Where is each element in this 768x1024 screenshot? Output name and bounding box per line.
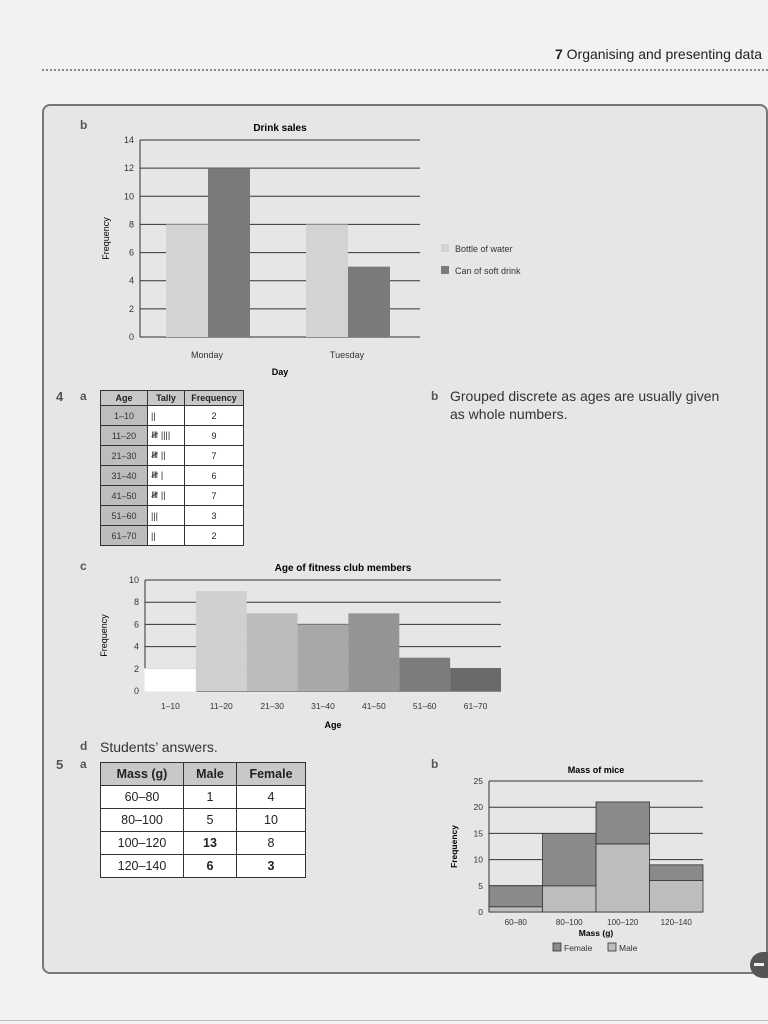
frequency-cell: 7 (185, 446, 244, 466)
table-header-row (101, 391, 244, 406)
table-header-row (101, 763, 306, 786)
answer-4b: Grouped discrete as ages are usually given as whole numbers. (450, 388, 720, 422)
bar-segment (650, 881, 704, 912)
table-row (101, 855, 306, 878)
age-tally-table (100, 390, 244, 546)
tally-cell: 𝍸 |||| (148, 426, 185, 446)
bar (306, 224, 348, 337)
y-tick-label: 8 (133, 597, 139, 608)
bar (450, 669, 501, 691)
y-tick-label: 25 (473, 776, 483, 786)
bar (298, 624, 349, 691)
chapter-header (555, 46, 762, 62)
mass-cell: 120–140 (101, 855, 184, 878)
y-tick-label: 8 (128, 219, 134, 230)
frequency-cell: 2 (185, 526, 244, 546)
x-tick-label: 31–40 (311, 701, 335, 711)
male-cell: 1 (184, 786, 237, 809)
x-tick-label: Monday (190, 350, 224, 360)
header-tally: Tally (148, 391, 185, 406)
y-axis-label: Frequency (101, 217, 111, 260)
mass-cell: 100–120 (101, 832, 184, 855)
table-row (101, 466, 244, 486)
bar (196, 591, 247, 691)
x-tick-label: 120–140 (660, 918, 692, 927)
legend-swatch (441, 244, 449, 252)
y-tick-label: 2 (133, 663, 139, 674)
age-cell: 51–60 (101, 506, 148, 526)
y-tick-label: 0 (133, 686, 139, 696)
age-cell: 11–20 (101, 426, 148, 446)
y-tick-label: 10 (123, 191, 134, 202)
tally-cell: 𝍸 || (148, 486, 185, 506)
y-tick-label: 10 (473, 854, 483, 865)
chapter-number: 7 (554, 46, 563, 62)
header-mass: Mass (g) (101, 763, 184, 786)
legend-label: Bottle of water (455, 244, 513, 254)
mass-of-mice-chart (445, 760, 715, 965)
x-axis-label: Age (324, 720, 342, 730)
x-tick-label: Tuesday (329, 350, 365, 360)
tally-cell: || (148, 526, 185, 546)
mass-cell: 80–100 (101, 809, 184, 832)
female-cell: 8 (237, 832, 306, 855)
header-frequency: Frequency (185, 391, 244, 406)
legend-swatch (553, 943, 561, 951)
part-label-b: b (431, 757, 439, 771)
y-tick-label: 2 (128, 303, 134, 314)
tally-cell: 𝍸 | (148, 466, 185, 486)
bar (348, 613, 399, 691)
table-row (101, 406, 244, 426)
y-tick-label: 6 (133, 619, 139, 630)
frequency-cell: 9 (185, 426, 244, 446)
bar-segment (489, 886, 543, 907)
part-label-d: d (80, 739, 88, 753)
legend-label: Can of soft drink (455, 266, 521, 276)
bar-segment (650, 865, 704, 881)
dotted-divider (42, 69, 768, 71)
x-tick-label: 60–80 (504, 918, 527, 927)
bar (208, 168, 250, 337)
table-row (101, 486, 244, 506)
x-tick-label: 80–100 (555, 918, 583, 927)
age-cell: 41–50 (101, 486, 148, 506)
y-tick-label: 15 (473, 828, 483, 839)
y-tick-label: 4 (128, 275, 134, 286)
chart-title: Mass of mice (567, 765, 625, 775)
frequency-cell: 6 (185, 466, 244, 486)
male-cell: 5 (184, 809, 237, 832)
frequency-cell: 2 (185, 406, 244, 426)
x-tick-label: 41–50 (362, 701, 386, 711)
frequency-cell: 3 (185, 506, 244, 526)
tally-cell: || (148, 406, 185, 426)
table-row (101, 786, 306, 809)
drink-sales-chart (95, 118, 565, 383)
page-turn-icon[interactable] (750, 952, 768, 978)
x-tick-label: 61–70 (463, 701, 488, 711)
x-axis-label: Mass (g) (578, 928, 614, 938)
chart-title: Drink sales (253, 123, 307, 134)
tally-cell: 𝍸 || (148, 446, 185, 466)
bar-segment (596, 802, 650, 844)
header-age: Age (101, 391, 148, 406)
male-cell: 13 (184, 832, 237, 855)
question-number-4: 4 (56, 389, 64, 404)
age-cell: 31–40 (101, 466, 148, 486)
male-cell: 6 (184, 855, 237, 878)
legend-swatch (608, 943, 616, 951)
mice-mass-table (100, 762, 306, 878)
y-tick-label: 20 (473, 802, 483, 813)
part-label-b: b (431, 389, 439, 403)
age-cell: 61–70 (101, 526, 148, 546)
age-cell: 21–30 (101, 446, 148, 466)
y-tick-label: 6 (128, 247, 134, 258)
chart-title: Age of fitness club members (274, 563, 412, 574)
female-cell: 10 (237, 809, 306, 832)
y-tick-label: 0 (478, 907, 483, 917)
bar-segment (489, 907, 543, 912)
fitness-age-chart (95, 558, 515, 738)
x-tick-label: 1–10 (160, 701, 180, 711)
x-tick-label: 21–30 (260, 701, 284, 711)
bar (348, 267, 390, 337)
x-tick-label: 100–120 (607, 918, 639, 927)
answer-4d: Students’ answers. (100, 739, 218, 755)
mass-cell: 60–80 (101, 786, 184, 809)
y-tick-label: 5 (478, 880, 483, 891)
table-row (101, 809, 306, 832)
x-tick-label: 11–20 (209, 701, 233, 711)
legend-swatch (441, 266, 449, 274)
y-tick-label: 0 (128, 332, 134, 342)
bar-segment (543, 833, 597, 885)
table-row (101, 506, 244, 526)
female-cell: 4 (237, 786, 306, 809)
y-tick-label: 4 (133, 641, 139, 652)
legend-label: Female (564, 943, 593, 953)
page-bottom-edge (0, 1020, 768, 1021)
table-row (101, 446, 244, 466)
y-tick-label: 10 (128, 575, 139, 585)
x-tick-label: 51–60 (412, 701, 437, 711)
y-axis-label: Frequency (449, 825, 459, 868)
part-label-b: b (80, 118, 88, 132)
table-row (101, 832, 306, 855)
female-cell: 3 (237, 855, 306, 878)
header-male: Male (184, 763, 237, 786)
chapter-title: Organising and presenting data (566, 46, 762, 62)
header-female: Female (237, 763, 306, 786)
bar (247, 613, 298, 691)
bar (145, 669, 196, 691)
question-number-5: 5 (56, 757, 64, 772)
part-label-c: c (80, 559, 87, 573)
bar (166, 224, 208, 337)
tally-cell: ||| (148, 506, 185, 526)
y-axis-label: Frequency (99, 614, 109, 657)
x-axis-label: Day (271, 367, 289, 377)
table-row (101, 526, 244, 546)
bar-segment (543, 886, 597, 912)
y-tick-label: 14 (123, 135, 134, 145)
bar-segment (596, 844, 650, 912)
bar (399, 658, 450, 691)
frequency-cell: 7 (185, 486, 244, 506)
part-label-a: a (80, 389, 87, 403)
age-cell: 1–10 (101, 406, 148, 426)
table-row (101, 426, 244, 446)
part-label-a: a (80, 757, 87, 771)
legend-label: Male (619, 943, 638, 953)
y-tick-label: 12 (123, 163, 134, 174)
